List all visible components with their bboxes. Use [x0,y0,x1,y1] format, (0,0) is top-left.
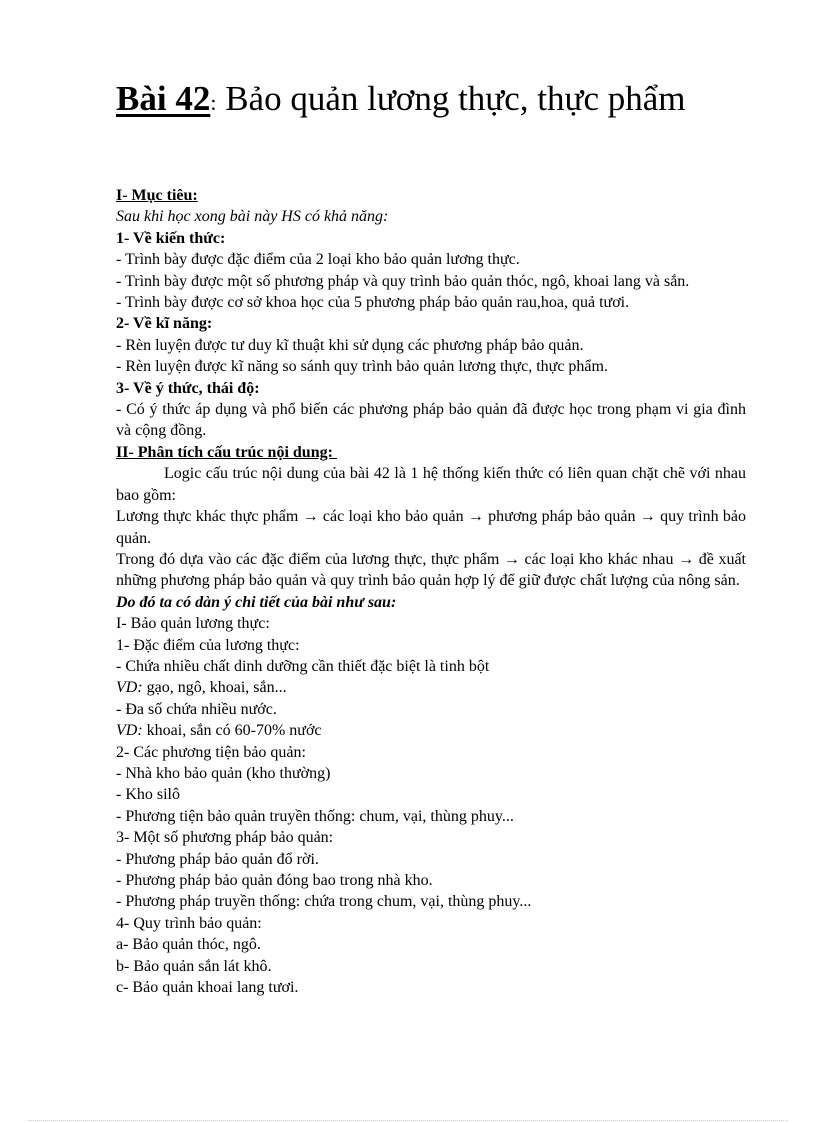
section-objectives-heading: I- Mục tiêu: [116,187,198,204]
knowledge-item: - Trình bày được cơ sở khoa học của 5 phương pháp bảo quản rau,hoa, quả tươi. [116,294,630,312]
skills-item: - Rèn luyện được kĩ năng so sánh quy trình bảo quản lương thực, thực phẩm. [116,358,608,376]
knowledge-item: - Trình bày được đặc điểm của 2 loại kho bảo quản lương thực. [116,251,520,269]
attitude-item: - Có ý thức áp dụng và phổ biến các phương pháp bảo quản đã được học trong phạm vi gia đình và cộng đồng. [116,401,746,440]
example-label: VD: [116,679,143,697]
outline-line: - Chứa nhiều chất dinh dưỡng cần thiết đặc biệt là tinh bột [116,657,490,675]
lesson-title-text: Bảo quản lương thực, thực phẩm [216,79,686,118]
outline-line: a- Bảo quản thóc, ngô. [116,936,261,954]
section-structure-heading: II- Phân tích cấu trúc nội dung: [116,443,337,461]
example-text: khoai, sắn có 60-70% nước [142,722,322,740]
outline-line: I- Bảo quản lương thực: [116,615,270,633]
outline-line: b- Bảo quản sắn lát khô. [116,957,272,975]
outline-line: - Phương tiện bảo quản truyền thống: chum, vại, thùng phuy... [116,807,514,825]
lesson-title [116,78,686,124]
document-body [116,185,746,998]
outline-line: - Nhà kho bảo quản (kho thường) [116,764,331,782]
outline-line: - Kho silô [116,786,180,804]
knowledge-item: - Trình bày được một số phương pháp và quy trình bảo quản thóc, ngô, khoai lang và sắn. [116,272,690,290]
outline-line: 4- Quy trình bảo quản: [116,914,262,932]
example-text: gạo, ngô, khoai, sắn... [142,679,287,697]
outline-example-line [116,677,746,698]
skills-item: - Rèn luyện được tư duy kĩ thuật khi sử dụng các phương pháp bảo quản. [116,336,584,354]
outline-line: - Đa số chứa nhiều nước. [116,700,277,718]
structure-paragraph: Trong đó dựa vào các đặc điểm của lương thực, thực phẩm → các loại kho khác nhau → đề xuất những phương pháp bảo quản và quy trình bảo quản hợp lý để giữ được chất lượng của nông sản. [116,550,746,590]
outline-heading: Do đó ta có dàn ý chi tiết của bài như sau: [116,593,397,611]
knowledge-heading: 1- Về kiến thức: [116,229,226,247]
outline-line: - Phương pháp bảo quản đổ rời. [116,850,319,868]
outline-line: c- Bảo quản khoai lang tươi. [116,979,299,997]
outline-line: 1- Đặc điểm của lương thực: [116,636,300,654]
outline-line: - Phương pháp bảo quản đóng bao trong nhà kho. [116,872,433,889]
lesson-number: Bài 42 [116,79,211,118]
skills-heading: 2- Về kĩ năng: [116,315,213,333]
outline-line: - Phương pháp truyền thống: chứa trong chum, vại, thùng phuy... [116,893,532,911]
structure-paragraph: Lương thực khác thực phẩm → các loại kho bảo quản → phương pháp bảo quản → quy trình bảo quản. [116,508,746,547]
page-bottom-border [28,1120,788,1121]
outline-line: 2- Các phương tiện bảo quản: [116,743,306,761]
attitude-heading: 3- Về ý thức, thái độ: [116,379,260,397]
outline-line: 3- Một số phương pháp bảo quản: [116,829,334,847]
outline-example-line [116,720,746,741]
example-label: VD: [116,722,143,740]
structure-paragraph: Logic cấu trúc nội dung của bài 42 là 1 hệ thống kiến thức có liên quan chặt chẽ với nhau bao gồm: [116,465,746,504]
objectives-intro: Sau khi học xong bài này HS có khả năng: [116,208,389,226]
lesson-title-colon: : [210,90,217,115]
